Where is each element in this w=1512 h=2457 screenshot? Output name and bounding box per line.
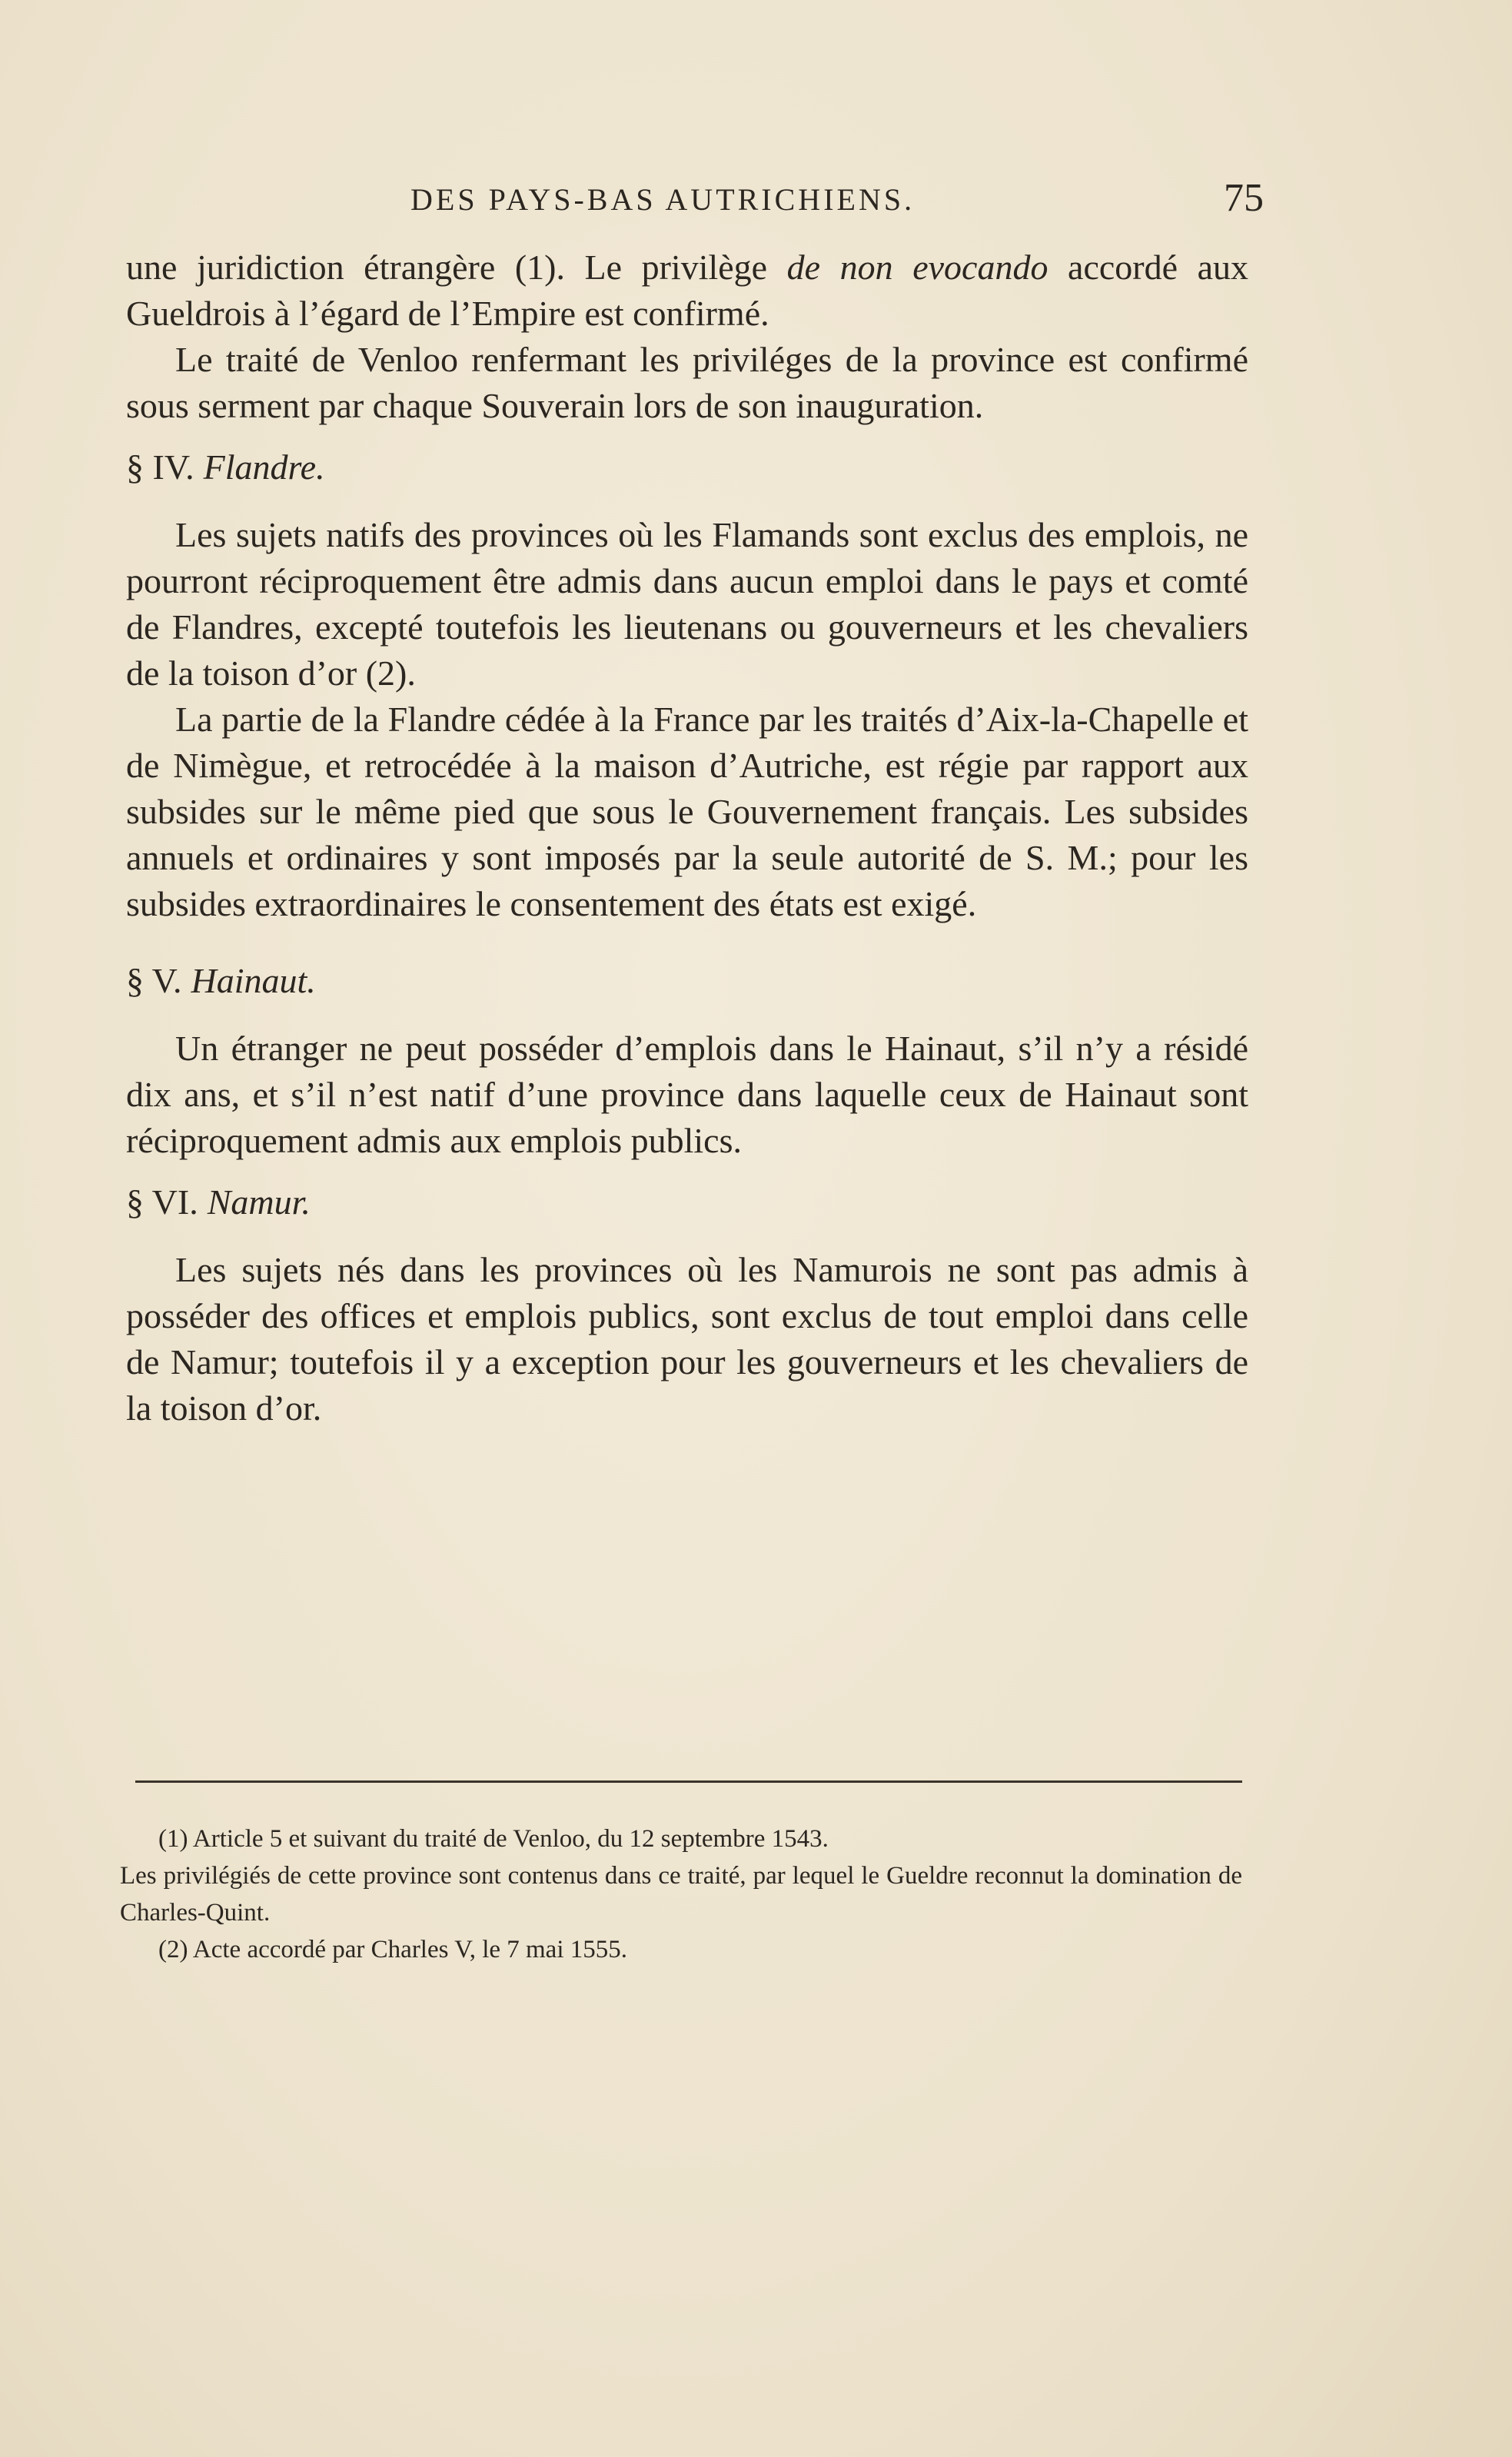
- section-number: § VI.: [126, 1182, 198, 1222]
- section-heading-namur: [126, 1179, 1248, 1225]
- paragraph-hainaut: Un étranger ne peut posséder d’emplois dans le Hainaut, s’il n’y a résidé dix ans, et s’il n’est natif d’une province dans laquelle ceux de Hainaut sont réciproquement admis aux emplois publics.: [126, 1029, 1248, 1160]
- paragraph-flandre-2: La partie de la Flandre cédée à la France par les traités d’Aix-la-Chapelle et de Nimègue, et retrocédée à la maison d’Autriche, est régie par rapport aux subsides sur le même pied que sous le Gouvernement français. Les subsides annuels et ordinaires y sont imposés par la seule autorité de S. M.; pour les subsides extraordinaires le consentement des états est exigé.: [126, 700, 1248, 923]
- footnote-1-continued: Les privilégiés de cette province sont contenus dans ce traité, par lequel le Gueldre reconnut la domination de Charles-Quint.: [120, 1862, 1242, 1927]
- paragraph-venloo: Le traité de Venloo renfermant les priviléges de la province est confirmé sous serment par chaque Souverain lors de son inauguration.: [126, 340, 1248, 425]
- paragraph-namur: Les sujets nés dans les provinces où les Namurois ne sont pas admis à posséder des offices et emplois publics, sont exclus de tout emploi dans celle de Namur; toutefois il y a exception pour les gouverneurs et les chevaliers de la toison d’or.: [126, 1250, 1248, 1428]
- page-number: 75: [1224, 176, 1264, 220]
- footnotes: [120, 1820, 1242, 1968]
- section-heading-flandre: [126, 444, 1248, 490]
- section-number: § IV.: [126, 447, 194, 487]
- footnote-separator: [135, 1780, 1242, 1783]
- section-number: § V.: [126, 961, 182, 1000]
- paragraph-flandre-1: Les sujets natifs des provinces où les Flamands sont exclus des emplois, ne pourront réciproquement être admis dans aucun emploi dans le pays et comté de Flandres, excepté toutefois les lieutenans ou gouverneurs et les chevaliers de la toison d’or (2).: [126, 515, 1248, 693]
- running-head: [126, 176, 1264, 235]
- section-heading-hainaut: [126, 958, 1248, 1004]
- running-title: DES PAYS-BAS AUTRICHIENS.: [410, 182, 916, 217]
- section-title: Namur.: [207, 1182, 311, 1222]
- section-title: Flandre.: [203, 447, 325, 487]
- section-title: Hainaut.: [191, 961, 316, 1000]
- latin-phrase: de non evocando: [786, 248, 1048, 287]
- footnote-2: (2) Acte accordé par Charles V, le 7 mai 1555.: [158, 1936, 628, 1963]
- footnote-1: (1) Article 5 et suivant du traité de Venloo, du 12 septembre 1543.: [158, 1825, 829, 1853]
- paragraph-continued: une juridiction étrangère (1). Le privilège de non evocando accordé aux Gueldrois à l’égard de l’Empire est confirmé.: [126, 248, 1248, 333]
- main-text: [126, 244, 1248, 1431]
